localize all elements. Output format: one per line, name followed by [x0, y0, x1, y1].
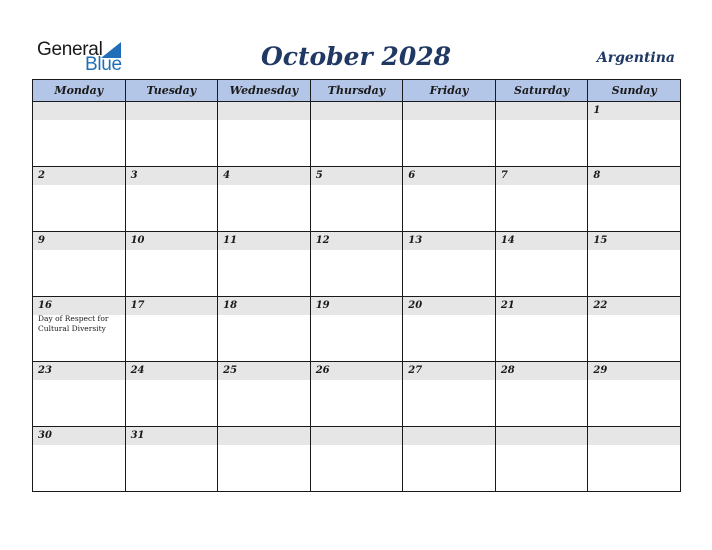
calendar-grid — [32, 79, 681, 492]
day-cell[interactable] — [495, 102, 588, 167]
day-number: 10 — [126, 232, 218, 250]
day-number — [496, 102, 588, 120]
day-cell[interactable] — [588, 297, 681, 362]
day-number: 22 — [588, 297, 680, 315]
day-cell[interactable] — [495, 427, 588, 492]
weekday-header-row — [33, 80, 681, 102]
day-number — [311, 427, 403, 445]
day-number: 11 — [218, 232, 310, 250]
day-number — [218, 427, 310, 445]
day-cell[interactable] — [403, 232, 496, 297]
day-number: 12 — [311, 232, 403, 250]
day-number: 23 — [33, 362, 125, 380]
day-number: 17 — [126, 297, 218, 315]
day-cell[interactable] — [403, 102, 496, 167]
logo-text-blue: Blue — [85, 54, 122, 75]
week-row — [33, 232, 681, 297]
day-cell[interactable] — [495, 167, 588, 232]
day-cell[interactable] — [125, 167, 218, 232]
holiday-label: Day of Respect for Cultural Diversity — [38, 314, 109, 333]
day-number: 29 — [588, 362, 680, 380]
day-cell[interactable] — [125, 362, 218, 427]
day-number — [403, 102, 495, 120]
day-cell[interactable] — [588, 167, 681, 232]
day-cell[interactable] — [588, 102, 681, 167]
day-number: 4 — [218, 167, 310, 185]
day-cell[interactable] — [310, 167, 403, 232]
day-cell[interactable] — [588, 427, 681, 492]
day-number: 25 — [218, 362, 310, 380]
day-number: 31 — [126, 427, 218, 445]
week-row — [33, 102, 681, 167]
day-cell[interactable] — [218, 232, 311, 297]
day-number: 9 — [33, 232, 125, 250]
day-number: 26 — [311, 362, 403, 380]
day-number: 21 — [496, 297, 588, 315]
week-row — [33, 167, 681, 232]
day-cell[interactable] — [403, 167, 496, 232]
day-cell[interactable] — [218, 427, 311, 492]
day-cell[interactable] — [33, 297, 126, 362]
day-number — [218, 102, 310, 120]
day-cell[interactable] — [310, 232, 403, 297]
day-number: 7 — [496, 167, 588, 185]
day-number — [33, 102, 125, 120]
weekday-header: Tuesday — [125, 80, 218, 102]
week-row — [33, 297, 681, 362]
day-cell[interactable] — [310, 102, 403, 167]
day-number: 15 — [588, 232, 680, 250]
day-cell[interactable] — [125, 102, 218, 167]
day-cell[interactable] — [33, 362, 126, 427]
generalblue-logo — [37, 40, 127, 76]
weekday-header: Friday — [403, 80, 496, 102]
day-number: 18 — [218, 297, 310, 315]
day-cell[interactable] — [218, 167, 311, 232]
day-number — [126, 102, 218, 120]
day-cell[interactable] — [403, 297, 496, 362]
day-number: 3 — [126, 167, 218, 185]
week-row — [33, 362, 681, 427]
day-cell[interactable] — [310, 427, 403, 492]
day-cell[interactable] — [403, 427, 496, 492]
day-number: 2 — [33, 167, 125, 185]
day-cell[interactable] — [218, 297, 311, 362]
day-number: 28 — [496, 362, 588, 380]
day-number — [588, 427, 680, 445]
day-number: 30 — [33, 427, 125, 445]
day-cell[interactable] — [495, 362, 588, 427]
day-number: 20 — [403, 297, 495, 315]
day-cell[interactable] — [588, 362, 681, 427]
day-number: 8 — [588, 167, 680, 185]
day-number: 13 — [403, 232, 495, 250]
day-number: 24 — [126, 362, 218, 380]
day-number — [403, 427, 495, 445]
weekday-header: Sunday — [588, 80, 681, 102]
weekday-header: Saturday — [495, 80, 588, 102]
day-cell[interactable] — [33, 427, 126, 492]
logo-text-general: General — [37, 39, 103, 60]
day-cell[interactable] — [125, 232, 218, 297]
day-cell[interactable] — [403, 362, 496, 427]
day-number — [496, 427, 588, 445]
day-number: 14 — [496, 232, 588, 250]
country-label: Argentina — [596, 50, 675, 66]
day-cell[interactable] — [310, 297, 403, 362]
day-number: 5 — [311, 167, 403, 185]
day-cell[interactable] — [588, 232, 681, 297]
day-number: 16 — [33, 297, 125, 315]
day-cell[interactable] — [125, 427, 218, 492]
week-row — [33, 427, 681, 492]
day-cell[interactable] — [33, 167, 126, 232]
day-cell[interactable] — [33, 102, 126, 167]
day-cell[interactable] — [495, 297, 588, 362]
day-cell[interactable] — [218, 102, 311, 167]
weekday-header: Monday — [33, 80, 126, 102]
weekday-header: Thursday — [310, 80, 403, 102]
day-cell[interactable] — [495, 232, 588, 297]
calendar-title: October 2028 — [260, 42, 452, 71]
day-number: 1 — [588, 102, 680, 120]
day-cell[interactable] — [310, 362, 403, 427]
weekday-header: Wednesday — [218, 80, 311, 102]
day-cell[interactable] — [125, 297, 218, 362]
day-cell[interactable] — [33, 232, 126, 297]
day-number: 19 — [311, 297, 403, 315]
day-number: 6 — [403, 167, 495, 185]
day-number: 27 — [403, 362, 495, 380]
day-number — [311, 102, 403, 120]
day-cell[interactable] — [218, 362, 311, 427]
